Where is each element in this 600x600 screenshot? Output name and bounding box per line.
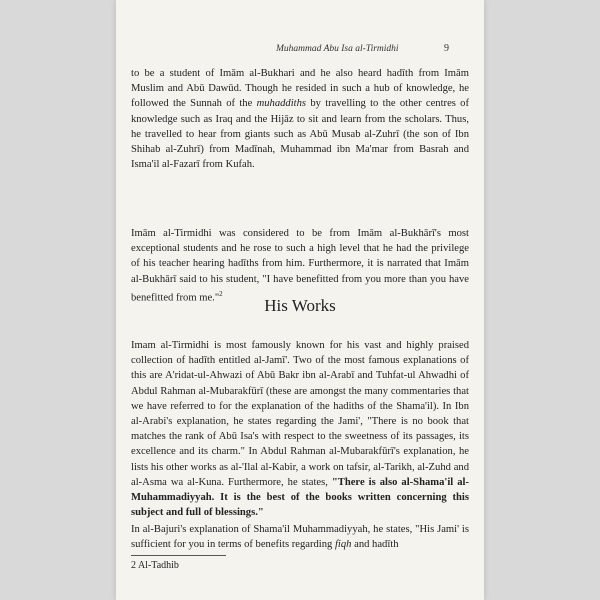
- section-heading: His Works: [264, 296, 336, 315]
- paragraph1-text-a: to be a student of Imām al-Bukhari and he also heard hadīth from Imām Muslim and Abū Dawūd. Though he resided in such a hub of knowledge, he followed the Sunnah of the: [131, 68, 469, 110]
- footnote-reference: 2: [219, 289, 223, 298]
- book-page: [116, 0, 484, 600]
- paragraph1-text-b: by travelling to the other centres of knowledge such as Iraq and the Hijāz to sit and learn from the scholars. Thus, he travelled to hear from giants such as Abū Musab al-Zuhrī (the son of Ibn Shihab al-Zuhrī) from Madīnah, Muhammad ibn Ma'mar from Basrah and Isma'il al-Fazarī from Kufah.: [131, 98, 470, 171]
- paragraph1-italic: muhaddiths: [256, 98, 307, 110]
- footnote-rule: [131, 555, 226, 556]
- paragraph4-italic: fiqh: [334, 539, 352, 551]
- paragraph-exceptional-student: [131, 226, 469, 306]
- paragraph-student-of-bukhari: [131, 66, 469, 172]
- paragraph3-text: Imam al-Tirmidhi is most famously known for his vast and highly praised collection of hadīth entitled al-Jamī'. Two of the most famous explanations of this are A'ridat-ul-Ahwazi of Abū Bakr ibn al-Arabī and Tuhfat-ul Ahwadhi of Abdul Rahman al-Mubarakfūrī (these are amongst the many commentaries that we have referred to for the explanation of the hadiths of the Shama'il). In Ibn al-Arabi's explanation, he states regarding the Jami', "There is no book that matches the rank of Abū Isa's with respect to the sweetness of its passages, its excellence and its charm." In Abdul Rahman al-Mubarakfūrī's explanation, he lists his other works as al-'Ilal al-Kabir, a work on tafsir, al-Tarikh, al-Zuhd and al-Asma wa al-Kuna. Furthermore, he states,: [131, 340, 469, 488]
- paragraph-bajuri: [131, 522, 469, 552]
- running-head: Muhammad Abu Isa al-Tirmidhi: [276, 44, 399, 54]
- paragraph2-text: Imām al-Tirmidhi was considered to be from Imām al-Bukhārī's most exceptional students and he rose to such a high level that he had the privilege of his teacher hearing hadīths from him. Furthermore, it is narrated that Imām al-Bukhārī said to his student, "I have benefitted from you more than you have benefitted from me.": [131, 228, 469, 304]
- paragraph4-text-b: and hadīth: [351, 539, 399, 551]
- paragraph-his-works: [131, 338, 469, 520]
- paragraph4-text-a: In al-Bajuri's explanation of Shama'il Muhammadiyyah, he states, "His Jami' is sufficient for you in terms of benefits regarding: [131, 524, 469, 551]
- paragraph3-bold-quote: "There is also al-Shama'il al-Muhammadiyyah. It is the best of the books written concerning this subject and full of blessings.": [131, 476, 469, 519]
- footnote: 2 Al-Tadhib: [131, 560, 179, 571]
- page-number: 9: [444, 43, 449, 54]
